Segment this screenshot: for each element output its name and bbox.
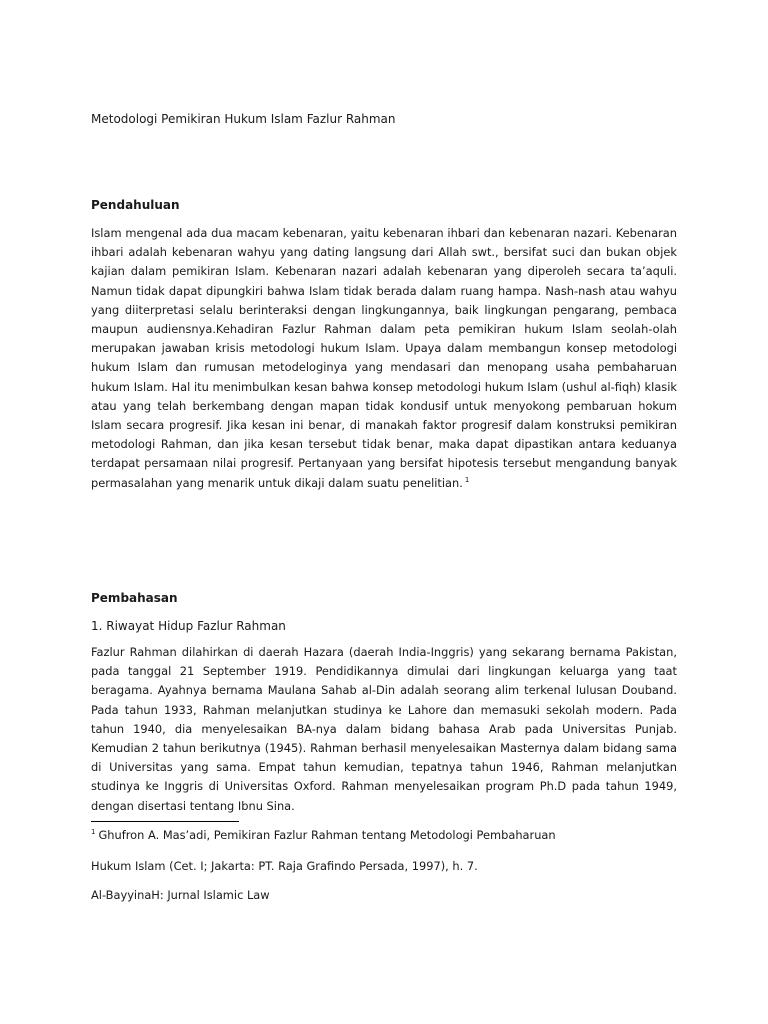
document-page xyxy=(91,0,677,1024)
document-title: Metodologi Pemikiran Hukum Islam Fazlur Rahman xyxy=(91,112,396,126)
footnote-line-3: Al-BayyinaH: Jurnal Islamic Law xyxy=(91,888,270,902)
footnote-line-1 xyxy=(91,826,677,844)
footnote-line-2: Hukum Islam (Cet. I; Jakarta: PT. Raja Grafindo Persada, 1997), h. 7. xyxy=(91,859,478,873)
intro-paragraph-text: Islam mengenal ada dua macam kebenaran, yaitu kebenaran ihbari dan kebenaran nazari. Kebenaran ihbari adalah kebenaran wahyu yang dating langsung dari Allah swt., bersifat suci dan bukan objek kajian dalam pemikiran Islam. Kebenaran nazari adalah kebenaran yang diperoleh secara ta’aquli. Namun tidak dapat dipungkiri bahwa Islam tidak berada dalam ruang hampa. Nash-nash atau wahyu yang diiterpretasi selalu berinteraksi dengan lingkungannya, baik lingkungan pengarang, pembaca maupun audiensnya.Kehadiran Fazlur Rahman dalam peta pemikiran hukum Islam seolah-olah merupakan jawaban krisis metodologi hukum Islam. Upaya dalam membangun konsep metodologi hukum Islam dan rumusan metodeloginya yang mendasari dan menopang usaha pembaharuan hukum Islam. Hal itu menimbulkan kesan bahwa konsep metodologi hukum Islam (ushul al-fiqh) klasik atau yang telah berkembang dengan mapan tidak kondusif untuk menyokong pembaruan hokum Islam secara progresif. Jika kesan ini benar, di manakah faktor progresif dalam konstruksi pemikiran metodologi Rahman, dan jika kesan tersebut tidak benar, maka dapat dipastikan antara keduanya terdapat persamaan nilai progresif. Pertanyaan yang bersifat hipotesis tersebut mengandung banyak permasalahan yang menarik untuk dikaji dalam suatu penelitian. xyxy=(91,226,677,490)
footnote-divider xyxy=(91,821,239,822)
footnote-number: 1 xyxy=(91,828,96,837)
body-heading: Pembahasan xyxy=(91,591,178,605)
footnote-reference[interactable]: 1 xyxy=(464,475,470,484)
footnote-citation-text: Ghufron A. Mas’adi, Pemikiran Fazlur Rahman tentang Metodologi Pembaharuan xyxy=(98,828,556,842)
intro-heading: Pendahuluan xyxy=(91,198,180,212)
biography-paragraph: Fazlur Rahman dilahirkan di daerah Hazara (daerah India-Inggris) yang sekarang bernama Pakistan, pada tanggal 21 September 1919. Pendidikannya dimulai dari lingkungan keluarga yang taat beragama. Ayahnya bernama Maulana Sahab al-Din adalah seorang alim terkenal lulusan Douband. Pada tahun 1933, Rahman melanjutkan studinya ke Lahore dan memasuki sekolah modern. Pada tahun 1940, dia menyelesaikan BA-nya dalam bidang bahasa Arab pada Universitas Punjab. Kemudian 2 tahun berikutnya (1945). Rahman berhasil menyelesaikan Masternya dalam bidang sama di Universitas yang sama. Empat tahun kemudian, tepatnya tahun 1946, Rahman melanjutkan studinya ke Inggris di Universitas Oxford. Rahman menyelesaikan program Ph.D pada tahun 1949, dengan disertasi tentang Ibnu Sina. xyxy=(91,645,677,813)
intro-paragraph xyxy=(91,224,677,493)
body-subheading: 1. Riwayat Hidup Fazlur Rahman xyxy=(91,619,286,633)
